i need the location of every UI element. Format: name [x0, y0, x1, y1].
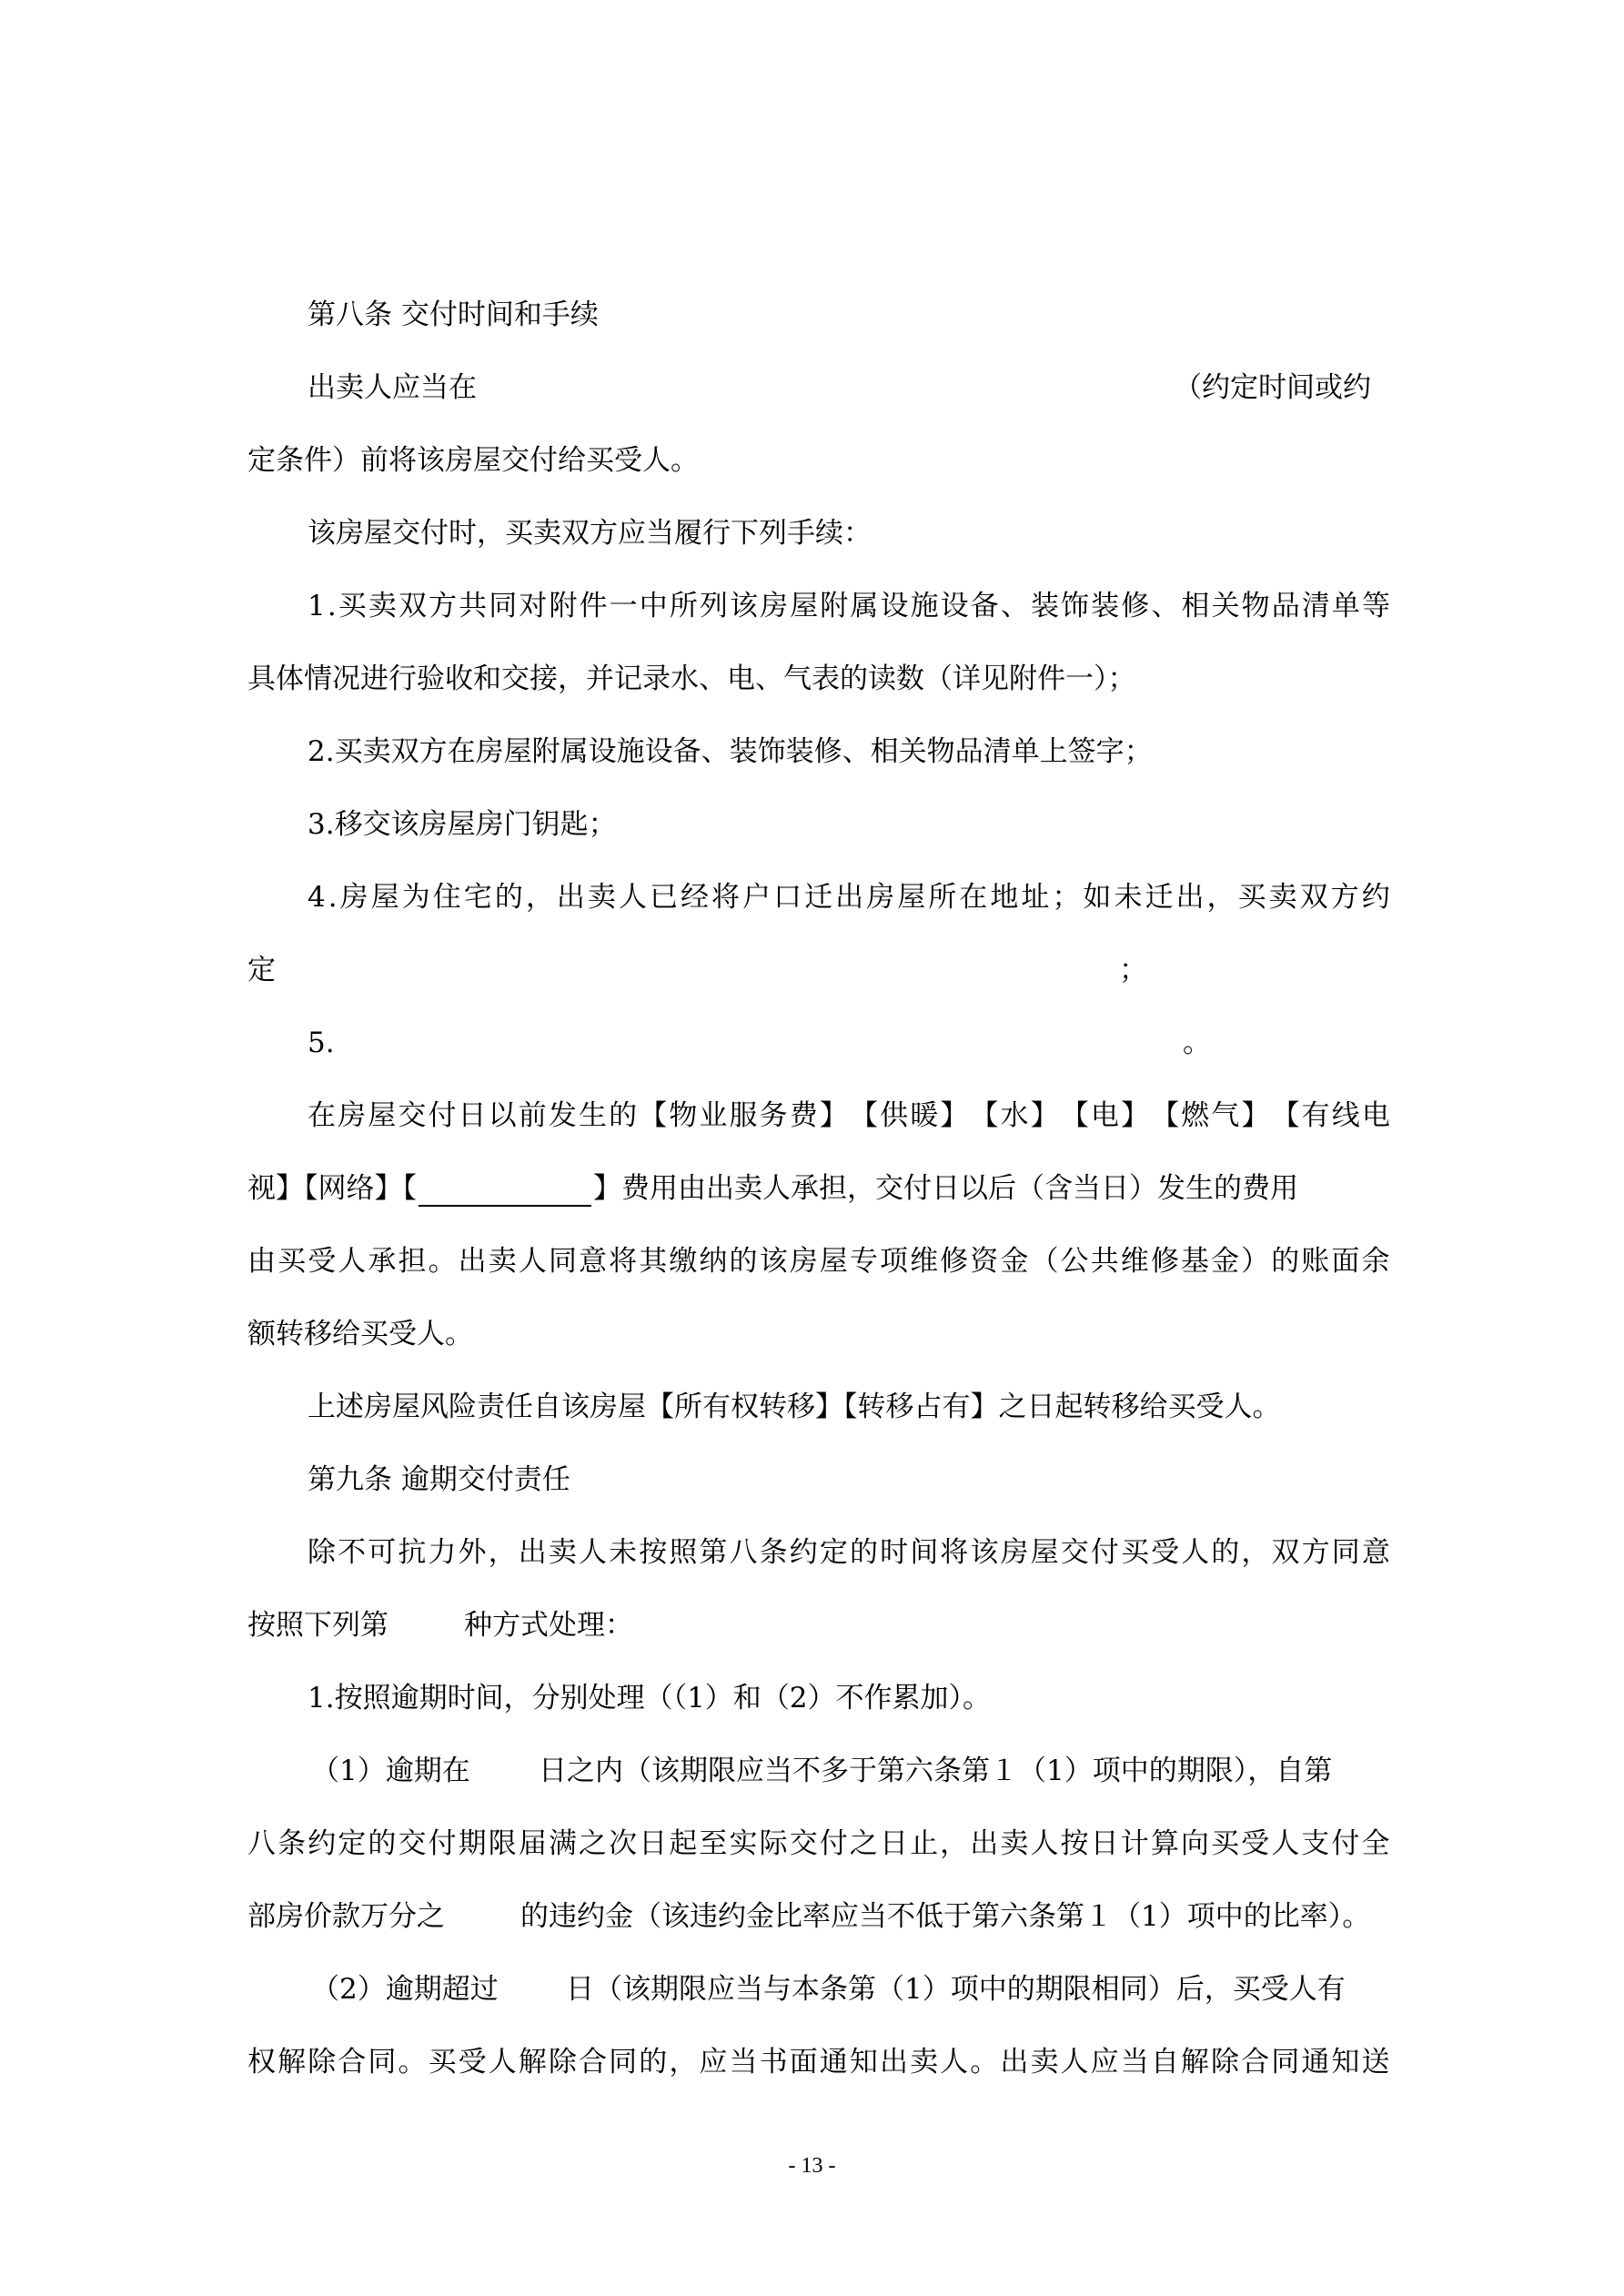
paragraph-line: 定 ； [247, 954, 1147, 986]
paragraph-line: 部房价款万分之 的违约金（该违约金比率应当不低于第六条第１（1）项中的比率）。 [247, 1900, 1371, 1933]
paragraph-line: 视】【网络】【 】费用由出卖人承担，交付日以后（含当日）发生的费用 [247, 1172, 1298, 1205]
paragraph-line: 由 买 受 人 承 担 。 出 卖 人 同 意 将 其 缴 纳 的 该 房 屋 专 项 维 修 资 金 （ 公 共 维 修 基 金 ） 的 账 面 余 [247, 1245, 1390, 1278]
paragraph-line: （2）逾期超过 日（该期限应当与本条第（1）项中的期限相同）后，买受人有 [311, 1973, 1346, 2006]
paragraph-line: 在 房 屋 交 付 日 以 前 发 生 的 【 物 业 服 务 费 】 【 供 暖 】 【 水 】 【 电 】 【 燃 气 】 【 有 线 电 [308, 1099, 1390, 1132]
paragraph-line: 4 . 房 屋 为 住 宅 的 ， 出 卖 人 已 经 将 户 口 迁 出 房 屋 所 在 地 址 ； 如 未 迁 出 ， 买 卖 双 方 约 [308, 881, 1390, 914]
paragraph-line: 额转移给买受人。 [247, 1318, 473, 1350]
paragraph-line: 权 解 除 合 同 。 买 受 人 解 除 合 同 的 ， 应 当 书 面 通 知 出 卖 人 。 出 卖 人 应 当 自 解 除 合 同 通 知 送 [247, 2046, 1390, 2079]
paragraph-line: 上述房屋风险责任自该房屋【所有权转移】【转移占有】之日起转移给买受人。 [308, 1391, 1281, 1423]
paragraph-line: 出卖人应当在 （约定时间或约 [308, 371, 1371, 404]
paragraph-line: 1 . 买 卖 双 方 共 同 对 附 件 一 中 所 列 该 房 屋 附 属 设 施 设 备 、 装 饰 装 修 、 相 关 物 品 清 单 等 [308, 590, 1390, 622]
paragraph-line: （1）逾期在 日之内（该期限应当不多于第六条第１（1）项中的期限），自第 [311, 1755, 1333, 1787]
paragraph-line: 该房屋交付时，买卖双方应当履行下列手续： [308, 517, 872, 550]
paragraph-line: 5. 。 [308, 1027, 1211, 1059]
fill-in-blank[interactable] [419, 1174, 591, 1207]
article-8-heading: 第八条 交付时间和手续 [308, 298, 599, 331]
paragraph-line: 1.按照逾期时间，分别处理（（1）和（2）不作累加）。 [308, 1682, 992, 1714]
paragraph-line: 除 不 可 抗 力 外 ， 出 卖 人 未 按 照 第 八 条 约 定 的 时 间 将 该 房 屋 交 付 买 受 人 的 ， 双 方 同 意 [308, 1536, 1390, 1569]
paragraph-line: 具体情况进行验收和交接，并记录水、电、气表的读数（详见附件一）； [247, 663, 1136, 695]
page-number: - 13 - [788, 2154, 836, 2178]
article-9-heading: 第九条 逾期交付责任 [308, 1463, 570, 1496]
paragraph-line: 2.买卖双方在房屋附属设施设备、装饰装修、相关物品清单上签字； [308, 735, 1153, 768]
paragraph-line: 八 条 约 定 的 交 付 期 限 届 满 之 次 日 起 至 实 际 交 付 之 日 止 ， 出 卖 人 按 日 计 算 向 买 受 人 支 付 全 [247, 1827, 1390, 1860]
paragraph-line: 按照下列第 种方式处理： [247, 1609, 633, 1642]
paragraph-line: 3.移交该房屋房门钥匙； [308, 808, 617, 841]
paragraph-line: 定条件）前将该房屋交付给买受人。 [247, 444, 699, 477]
